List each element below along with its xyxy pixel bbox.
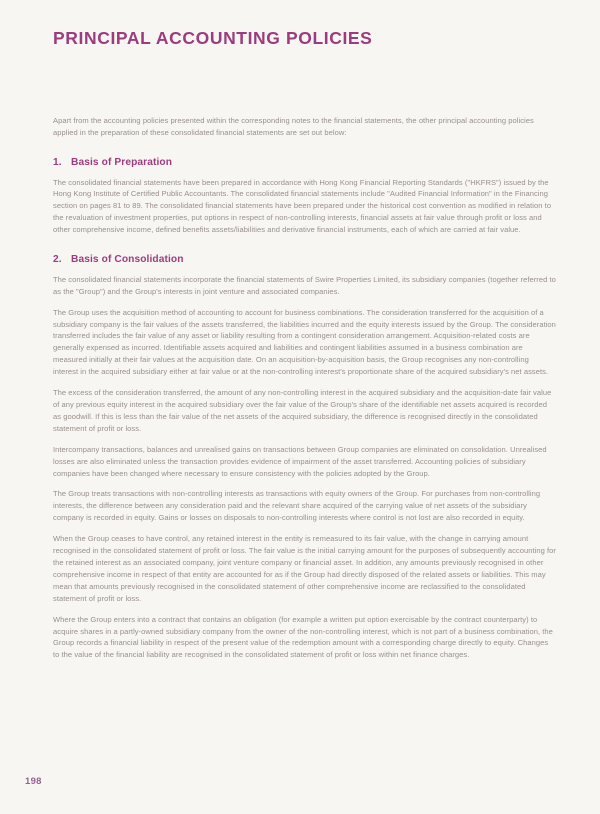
section-heading-label: Basis of Consolidation <box>71 254 184 266</box>
intro-paragraph: Apart from the accounting policies presented within the corresponding notes to the financial statements, the other principal accounting policies applied in the preparation of these consolidated financial statements are set out below: <box>53 116 534 137</box>
section-paragraph: The consolidated financial statements have been prepared in accordance with Hong Kong Financial Reporting Standards ("HKFRS") issued by the Hong Kong Institute of Certified Public Accountants. The consolidated financial statements include "Audited Financial Information" in the Financing section on pages 81 to 89. The consolidated financial statements have been prepared under the historical cost convention as modified in relation to the revaluation of investment properties, put options in respect of non-controlling interests, financial assets at fair value through profit or loss and other comprehensive income, defined benefits assets/liabilities and derivative financial instruments, each of which are carried at fair value. <box>53 177 552 235</box>
section-paragraph: The excess of the consideration transferred, the amount of any non-controlling interest in the acquired subsidiary and the acquisition-date fair value of any previous equity interest in the acquired subsidiary over the fair value of the Group's share of the identifiable net assets acquired is recorded as goodwill. If this is less than the fair value of the net assets of the acquired subsidiary, the difference is recognised directly in the consolidated statement of profit or loss. <box>53 388 552 433</box>
page-number: 198 <box>25 776 42 787</box>
section-heading <box>53 157 556 170</box>
intro-block <box>53 115 556 139</box>
section-paragraph: Intercompany transactions, balances and unrealised gains on transactions between Group companies are eliminated on consolidation. Unrealised losses are also eliminated unless the transaction provides evidence of impairment of the asset transferred. Accounting policies of subsidiary companies have been changed where necessary to ensure consistency with the policies adopted by the Group. <box>53 444 547 478</box>
section-paragraph: When the Group ceases to have control, any retained interest in the entity is remeasured to its fair value, with the change in carrying amount recognised in the consolidated statement of profit or loss. The fair value is the initial carrying amount for the purposes of subsequently accounting for the retained interest as an associated company, joint venture company or financial asset. In addition, any amounts previously recognised in other comprehensive income in respect of that entity are accounted for as if the Group had directly disposed of the related assets or liabilities. This may mean that amounts previously recognised in the consolidated statement of other comprehensive income are reclassified to the consolidated statement of profit or loss. <box>53 534 556 603</box>
section-paragraph: The Group treats transactions with non-controlling interests as transactions with equity owners of the Group. For purchases from non-controlling interests, the difference between any consideration paid and the relevant share acquired of the carrying value of net assets of the subsidiary company is recorded in equity. Gains or losses on disposals to non-controlling interests where control is not lost are also recorded in equity. <box>53 489 541 523</box>
section-number: 1. <box>53 156 62 168</box>
section-basis-of-consolidation <box>53 254 556 661</box>
section-heading <box>53 254 556 267</box>
section-heading-label: Basis of Preparation <box>71 156 173 168</box>
page-content <box>53 28 556 670</box>
section-basis-of-preparation <box>53 157 556 236</box>
section-paragraph: Where the Group enters into a contract that contains an obligation (for example a written put option exercisable by the contract counterparty) to acquire shares in a partly-owned subsidiary company from the owner of the non-controlling interest, which is not part of a business combination, the Group records a financial liability in respect of the present value of the redemption amount with a corresponding charge directly to equity. Changes to the value of the financial liability are recognised in the consolidated statement of profit or loss within net finance charges. <box>53 614 553 660</box>
section-paragraph: The consolidated financial statements incorporate the financial statements of Swire Properties Limited, its subsidiary companies (together referred to as the "Group") and the Group's interests in joint venture and associated companies. <box>53 274 556 296</box>
page-title: PRINCIPAL ACCOUNTING POLICIES <box>53 28 373 48</box>
section-number: 2. <box>53 254 62 266</box>
section-paragraph: The Group uses the acquisition method of accounting to account for business combinations. The consideration transferred for the acquisition of a subsidiary company is the fair values of the assets transferred, the liabilities incurred and the equity interests issued by the Group. The consideration transferred includes the fair value of any asset or liability resulting from a contingent consideration arrangement. Acquisition-related costs are generally expensed as incurred. Identifiable assets acquired and liabilities and contingent liabilities assumed in a business combination are measured initially at their fair values at the acquisition date. On an acquisition-by-acquisition basis, the Group recognises any non-controlling interest in the acquired subsidiary either at fair value or at the non-controlling interest's proportionate share of the acquired subsidiary's net assets. <box>53 307 556 377</box>
